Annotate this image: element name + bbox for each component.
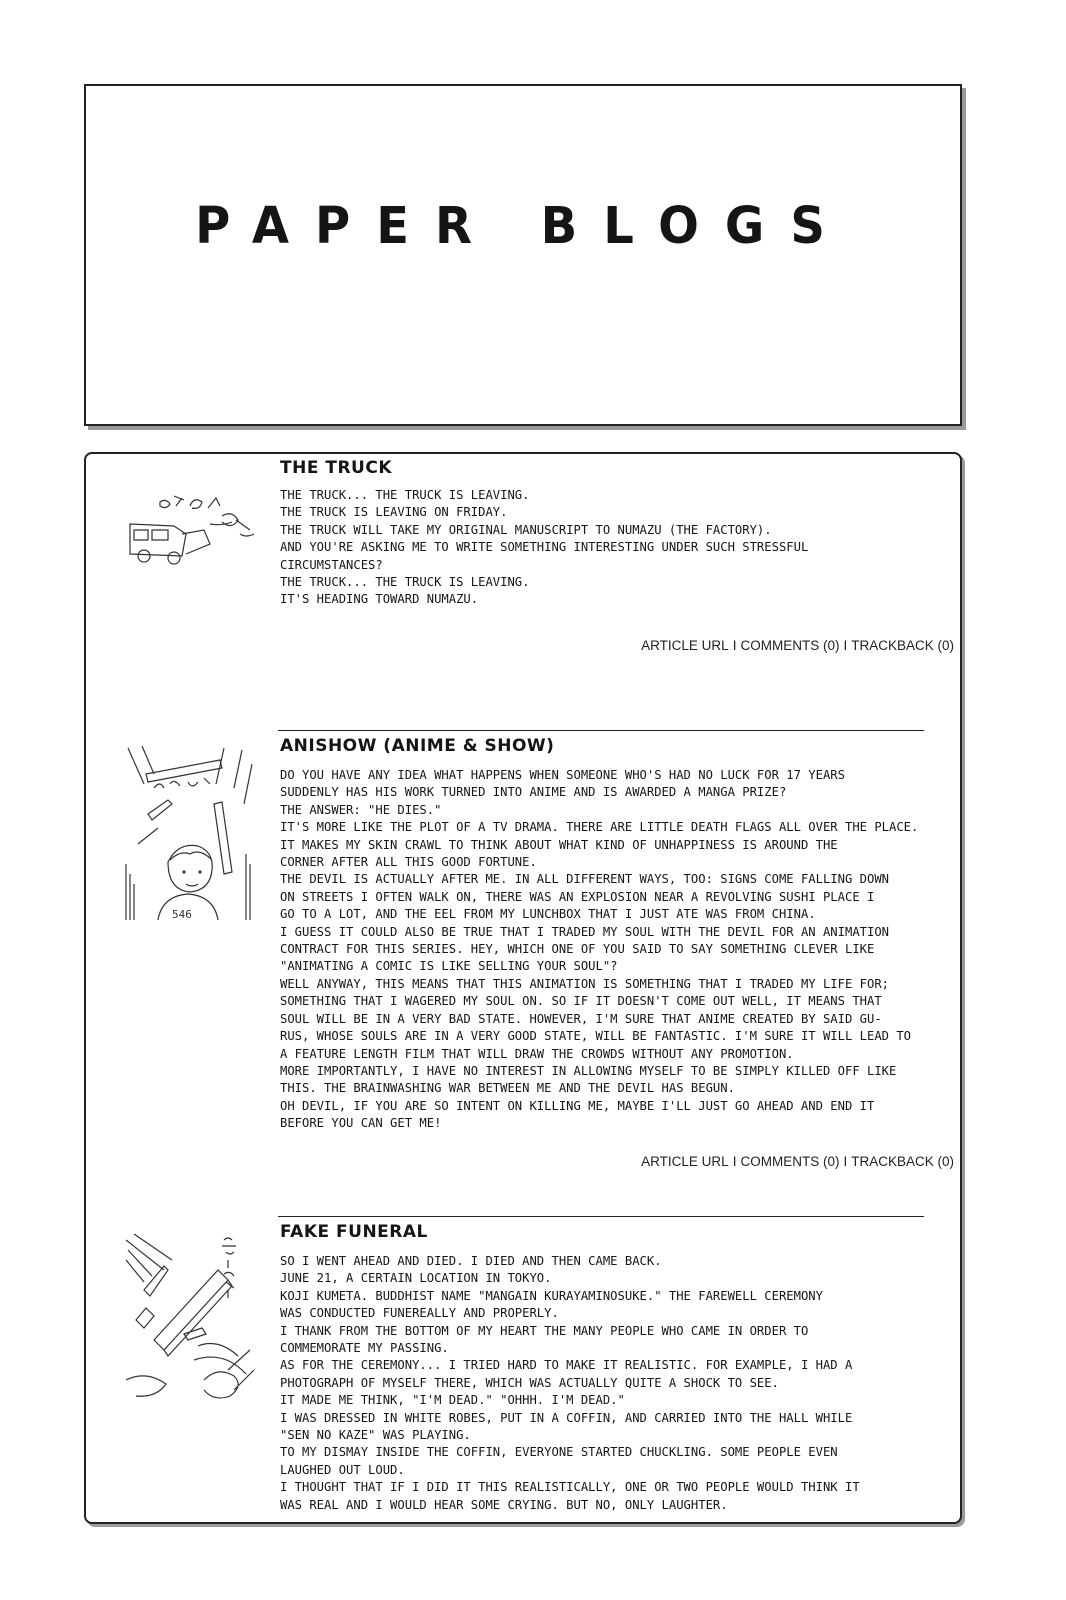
post-line: THE TRUCK WILL TAKE MY ORIGINAL MANUSCRIPT TO NUMAZU (THE FACTORY). xyxy=(280,522,772,537)
post-line: JUNE 21, A CERTAIN LOCATION IN TOKYO. xyxy=(280,1271,552,1286)
anime-character-sketch-icon xyxy=(124,744,256,922)
post-line: IT MADE ME THINK, "I'M DEAD." "OHHH. I'M DEAD." xyxy=(280,1393,625,1408)
post-line: THE DEVIL IS ACTUALLY AFTER ME. IN ALL DIFFERENT WAYS, TOO: SIGNS COME FALLING DOWN xyxy=(280,872,890,887)
blog-entries-panel xyxy=(84,452,962,1524)
trackback-link[interactable]: TRACKBACK (0) xyxy=(851,1154,954,1169)
post-line: KOJI KUMETA. BUDDHIST NAME "MANGAIN KURAYAMINOSUKE." THE FAREWELL CEREMONY xyxy=(280,1288,823,1303)
post-body xyxy=(280,1253,956,1514)
post-line: I THANK FROM THE BOTTOM OF MY HEART THE MANY PEOPLE WHO CAME IN ORDER TO xyxy=(280,1323,809,1338)
post-line: COMMEMORATE MY PASSING. xyxy=(280,1341,449,1356)
post-line: THE TRUCK... THE TRUCK IS LEAVING. xyxy=(280,488,530,502)
post-line: BEFORE YOU CAN GET ME! xyxy=(280,1116,442,1131)
post-divider xyxy=(278,1216,924,1217)
post-line: I THOUGHT THAT IF I DID IT THIS REALISTICALLY, ONE OR TWO PEOPLE WOULD THINK IT xyxy=(280,1480,860,1495)
post-line: IT'S HEADING TOWARD NUMAZU. xyxy=(280,592,479,607)
post-line: AS FOR THE CEREMONY... I TRIED HARD TO MAKE IT REALISTIC. FOR EXAMPLE, I HAD A xyxy=(280,1358,853,1373)
post-line: TO MY DISMAY INSIDE THE COFFIN, EVERYONE STARTED CHUCKLING. SOME PEOPLE EVEN xyxy=(280,1445,838,1460)
page-title: PAPER BLOGS xyxy=(195,196,851,256)
post-line: "ANIMATING A COMIC IS LIKE SELLING YOUR SOUL"? xyxy=(280,959,618,974)
post-line: WAS CONDUCTED FUNEREALLY AND PROPERLY. xyxy=(280,1306,559,1321)
post-line: I WAS DRESSED IN WHITE ROBES, PUT IN A COFFIN, AND CARRIED INTO THE HALL WHILE xyxy=(280,1410,853,1425)
post-line: OH DEVIL, IF YOU ARE SO INTENT ON KILLING ME, MAYBE I'LL JUST GO AHEAD AND END IT xyxy=(280,1098,875,1113)
post-line: SOMETHING THAT I WAGERED MY SOUL ON. SO IF IT DOESN'T COME OUT WELL, IT MEANS THAT xyxy=(280,994,882,1009)
post-line: CIRCUMSTANCES? xyxy=(280,557,383,572)
post-line: I GUESS IT COULD ALSO BE TRUE THAT I TRADED MY SOUL WITH THE DEVIL FOR AN ANIMATION xyxy=(280,924,890,939)
post-line: A FEATURE LENGTH FILM THAT WILL DRAW THE CROWDS WITHOUT ANY PROMOTION. xyxy=(280,1046,794,1061)
jersey-number-label: 546 xyxy=(172,908,192,921)
post-line: WAS REAL AND I WOULD HEAR SOME CRYING. BUT NO, ONLY LAUGHTER. xyxy=(280,1497,728,1512)
post-title: THE TRUCK xyxy=(280,458,392,478)
post-footer: ARTICLE URL I COMMENTS (0) I TRACKBACK (0) xyxy=(641,638,954,653)
post-body xyxy=(280,767,956,1133)
comments-link[interactable]: COMMENTS (0) xyxy=(740,1154,840,1169)
post-line: SUDDENLY HAS HIS WORK TURNED INTO ANIME AND IS AWARDED A MANGA PRIZE? xyxy=(280,785,787,800)
trackback-link[interactable]: TRACKBACK (0) xyxy=(851,638,954,653)
post-line: THE TRUCK IS LEAVING ON FRIDAY. xyxy=(280,505,508,520)
post-body xyxy=(280,487,956,609)
post-line: THIS. THE BRAINWASHING WAR BETWEEN ME AND THE DEVIL HAS BEGUN. xyxy=(280,1081,735,1096)
title-banner xyxy=(84,84,962,426)
article-url-link[interactable]: ARTICLE URL xyxy=(641,638,729,653)
post-divider xyxy=(278,730,924,731)
post-line: GO TO A LOT, AND THE EEL FROM MY LUNCHBOX THAT I JUST ATE WAS FROM CHINA. xyxy=(280,907,816,922)
post-line: IT'S MORE LIKE THE PLOT OF A TV DRAMA. THERE ARE LITTLE DEATH FLAGS ALL OVER THE PLACE. xyxy=(280,820,919,835)
post-line: RUS, WHOSE SOULS ARE IN A VERY GOOD STATE, WILL BE FANTASTIC. I'M SURE IT WILL LEAD TO xyxy=(280,1029,912,1044)
post-title: ANISHOW (ANIME & SHOW) xyxy=(280,736,555,756)
truck-sketch-icon xyxy=(124,476,256,568)
post-line: CONTRACT FOR THIS SERIES. HEY, WHICH ONE OF YOU SAID TO SAY SOMETHING CLEVER LIKE xyxy=(280,942,875,957)
article-url-link[interactable]: ARTICLE URL xyxy=(641,1154,729,1169)
post-line: AND YOU'RE ASKING ME TO WRITE SOMETHING INTERESTING UNDER SUCH STRESSFUL xyxy=(280,540,809,555)
post-line: CORNER AFTER ALL THIS GOOD FORTUNE. xyxy=(280,855,537,870)
post-line: THE ANSWER: "HE DIES." xyxy=(280,802,442,817)
post-line: DO YOU HAVE ANY IDEA WHAT HAPPENS WHEN SOMEONE WHO'S HAD NO LUCK FOR 17 YEARS xyxy=(280,768,845,782)
post-line: SO I WENT AHEAD AND DIED. I DIED AND THEN CAME BACK. xyxy=(280,1254,662,1268)
post-line: "SEN NO KAZE" WAS PLAYING. xyxy=(280,1428,471,1443)
post-line: THE TRUCK... THE TRUCK IS LEAVING. xyxy=(280,575,530,590)
post-footer: ARTICLE URL I COMMENTS (0) I TRACKBACK (0) xyxy=(641,1154,954,1169)
post-line: WELL ANYWAY, THIS MEANS THAT THIS ANIMATION IS SOMETHING THAT I TRADED MY LIFE FOR; xyxy=(280,976,890,991)
funeral-sketch-icon xyxy=(124,1230,256,1408)
comments-link[interactable]: COMMENTS (0) xyxy=(740,638,840,653)
post-title: FAKE FUNERAL xyxy=(280,1222,428,1242)
post-line: IT MAKES MY SKIN CRAWL TO THINK ABOUT WHAT KIND OF UNHAPPINESS IS AROUND THE xyxy=(280,837,838,852)
post-line: LAUGHED OUT LOUD. xyxy=(280,1462,405,1477)
post-line: SOUL WILL BE IN A VERY BAD STATE. HOWEVER, I'M SURE THAT ANIME CREATED BY SAID GU- xyxy=(280,1011,882,1026)
post-line: ON STREETS I OFTEN WALK ON, THERE WAS AN EXPLOSION NEAR A REVOLVING SUSHI PLACE I xyxy=(280,889,875,904)
post-line: MORE IMPORTANTLY, I HAVE NO INTEREST IN ALLOWING MYSELF TO BE SIMPLY KILLED OFF LIKE xyxy=(280,1063,897,1078)
post-line: PHOTOGRAPH OF MYSELF THERE, WHICH WAS ACTUALLY QUITE A SHOCK TO SEE. xyxy=(280,1375,779,1390)
